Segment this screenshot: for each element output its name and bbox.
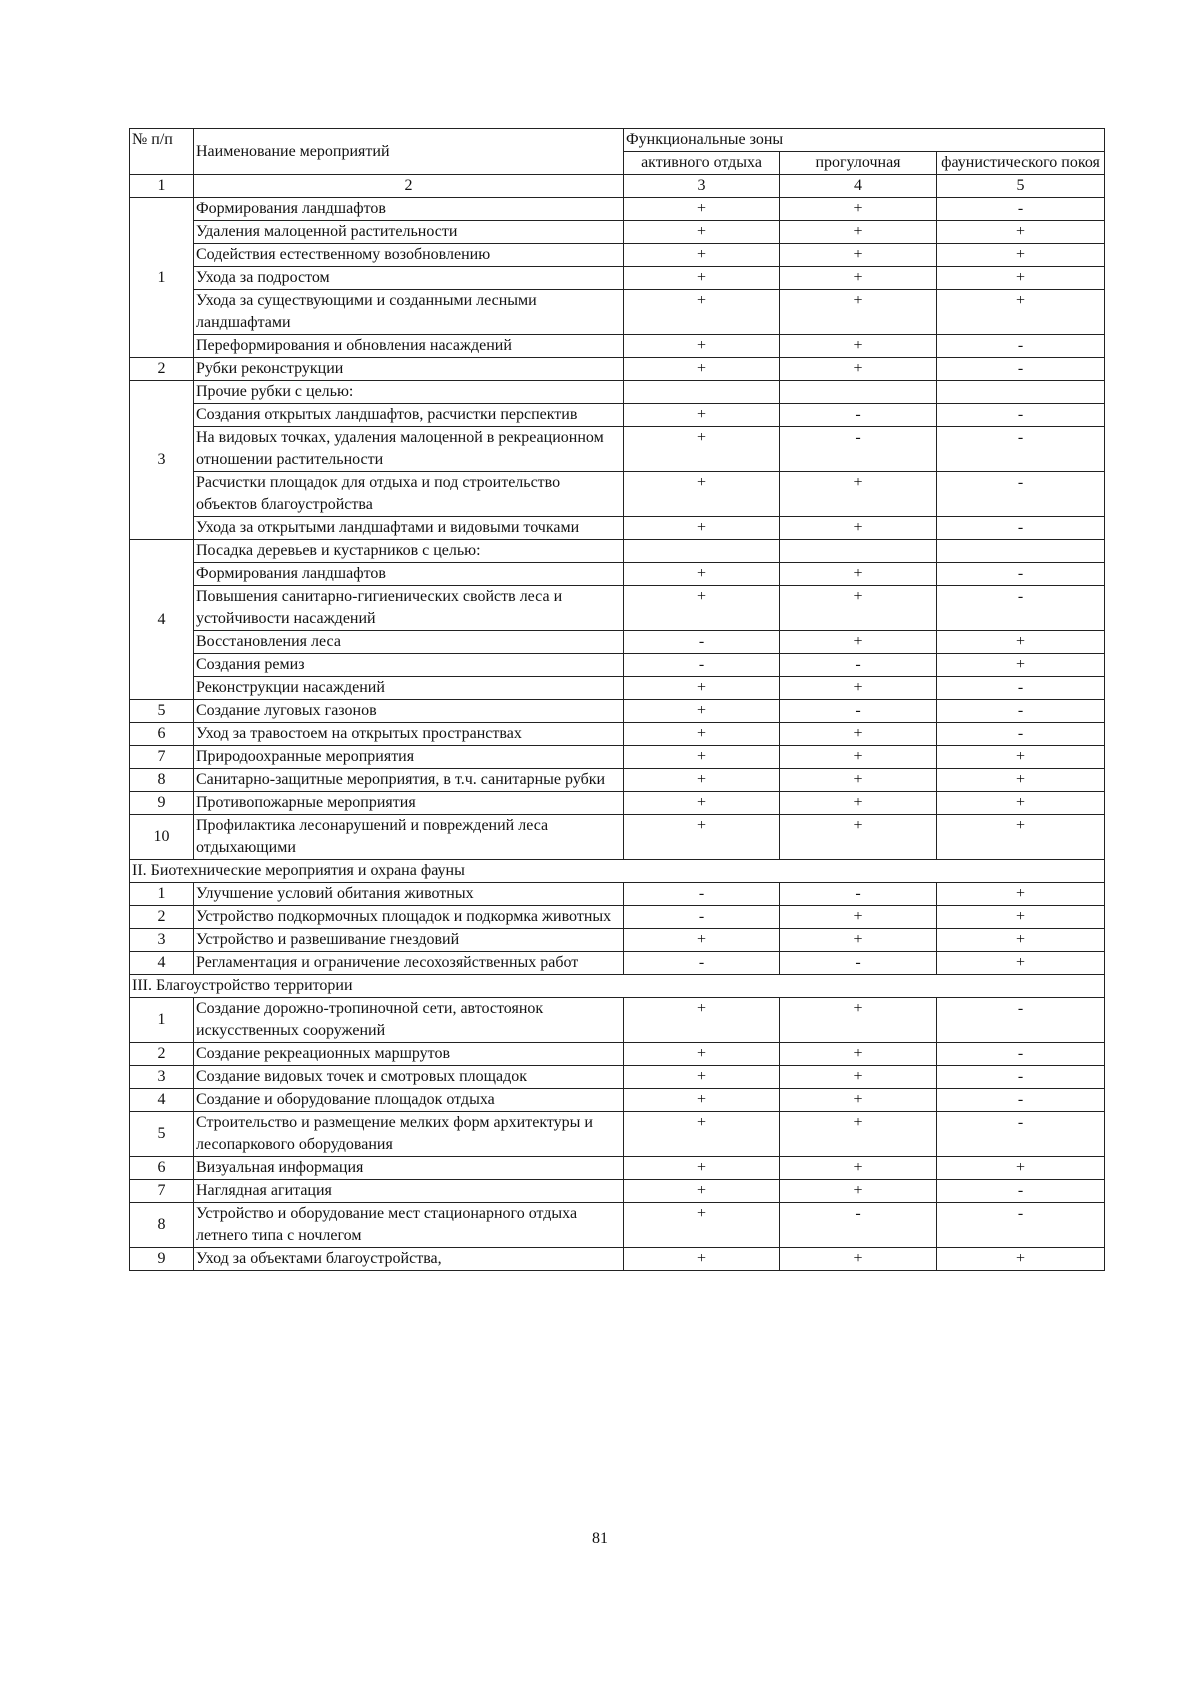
mark-walk: + <box>780 998 937 1043</box>
table-row <box>130 1248 1105 1271</box>
mark-walk: + <box>780 631 937 654</box>
table-row <box>130 1043 1105 1066</box>
table-row <box>130 586 1105 631</box>
mark-walk: - <box>780 883 937 906</box>
mark-walk <box>780 540 937 563</box>
header-name: Наименование мероприятий <box>194 129 624 175</box>
mark-fauna: + <box>937 906 1105 929</box>
mark-active: - <box>624 631 780 654</box>
mark-fauna: + <box>937 769 1105 792</box>
mark-walk: - <box>780 952 937 975</box>
header-zones: Функциональные зоны <box>624 129 1105 152</box>
table-row <box>130 404 1105 427</box>
mark-fauna: - <box>937 586 1105 631</box>
mark-active: + <box>624 404 780 427</box>
mark-active: + <box>624 198 780 221</box>
measure-name: Устройство и развешивание гнездовий <box>194 929 624 952</box>
table-row <box>130 883 1105 906</box>
mark-active: + <box>624 1248 780 1271</box>
mark-active: + <box>624 677 780 700</box>
header-zone-fauna: фаунистического покоя <box>937 152 1105 175</box>
mark-fauna: - <box>937 700 1105 723</box>
table-body <box>130 129 1105 1271</box>
mark-fauna: - <box>937 1043 1105 1066</box>
table-row <box>130 929 1105 952</box>
measure-name: Создания ремиз <box>194 654 624 677</box>
table-row <box>130 1157 1105 1180</box>
measure-name: Формирования ландшафтов <box>194 198 624 221</box>
row-number: 3 <box>130 1066 194 1089</box>
mark-active: - <box>624 883 780 906</box>
measure-name: Реконструкции насаждений <box>194 677 624 700</box>
mark-fauna: - <box>937 1180 1105 1203</box>
mark-fauna: - <box>937 1112 1105 1157</box>
mark-fauna: + <box>937 290 1105 335</box>
col-number: 4 <box>780 175 937 198</box>
mark-fauna: + <box>937 792 1105 815</box>
measure-name: Устройство и оборудование мест стационарного отдыха летнего типа с ночлегом <box>194 1203 624 1248</box>
measure-name: Ухода за подростом <box>194 267 624 290</box>
measure-name: Расчистки площадок для отдыха и под строительство объектов благоустройства <box>194 472 624 517</box>
mark-fauna: - <box>937 427 1105 472</box>
row-number: 10 <box>130 815 194 860</box>
table-row <box>130 1180 1105 1203</box>
row-number: 5 <box>130 1112 194 1157</box>
mark-active: + <box>624 700 780 723</box>
mark-walk: - <box>780 1203 937 1248</box>
mark-fauna: + <box>937 1248 1105 1271</box>
mark-active: + <box>624 998 780 1043</box>
col-number: 2 <box>194 175 624 198</box>
table-row <box>130 723 1105 746</box>
table-row <box>130 290 1105 335</box>
table-row <box>130 358 1105 381</box>
mark-active: + <box>624 244 780 267</box>
mark-fauna: - <box>937 472 1105 517</box>
mark-walk: + <box>780 769 937 792</box>
row-number: 6 <box>130 723 194 746</box>
mark-active: + <box>624 1112 780 1157</box>
column-numbers-row <box>130 175 1105 198</box>
table-row <box>130 1112 1105 1157</box>
measure-name: Создание и оборудование площадок отдыха <box>194 1089 624 1112</box>
mark-fauna: + <box>937 267 1105 290</box>
measure-name: Уход за объектами благоустройства, <box>194 1248 624 1271</box>
mark-active: + <box>624 290 780 335</box>
row-number: 7 <box>130 746 194 769</box>
measure-name: Переформирования и обновления насаждений <box>194 335 624 358</box>
measure-name: Санитарно-защитные мероприятия, в т.ч. санитарные рубки <box>194 769 624 792</box>
table-row <box>130 335 1105 358</box>
mark-active: - <box>624 654 780 677</box>
measure-name: Визуальная информация <box>194 1157 624 1180</box>
mark-fauna: - <box>937 517 1105 540</box>
measure-name: Регламентация и ограничение лесохозяйственных работ <box>194 952 624 975</box>
row-number: 2 <box>130 1043 194 1066</box>
mark-active: + <box>624 1157 780 1180</box>
header-num: № п/п <box>130 129 194 175</box>
mark-active: + <box>624 929 780 952</box>
mark-active: + <box>624 358 780 381</box>
table-row <box>130 267 1105 290</box>
table-row <box>130 746 1105 769</box>
mark-fauna: + <box>937 631 1105 654</box>
mark-fauna: + <box>937 244 1105 267</box>
mark-active: - <box>624 952 780 975</box>
row-number: 1 <box>130 883 194 906</box>
row-number: 4 <box>130 952 194 975</box>
mark-fauna <box>937 540 1105 563</box>
measure-name: Ухода за существующими и созданными лесными ландшафтами <box>194 290 624 335</box>
mark-fauna: - <box>937 335 1105 358</box>
mark-walk: + <box>780 358 937 381</box>
mark-walk: + <box>780 929 937 952</box>
mark-fauna: + <box>937 883 1105 906</box>
mark-active: + <box>624 586 780 631</box>
measure-name: Создание видовых точек и смотровых площадок <box>194 1066 624 1089</box>
mark-walk: + <box>780 472 937 517</box>
mark-active: + <box>624 1066 780 1089</box>
mark-fauna: - <box>937 358 1105 381</box>
mark-walk: - <box>780 427 937 472</box>
row-number: 2 <box>130 906 194 929</box>
mark-walk: + <box>780 335 937 358</box>
measure-name: Противопожарные мероприятия <box>194 792 624 815</box>
measures-table <box>129 128 1105 1271</box>
mark-walk: + <box>780 198 937 221</box>
row-number: 6 <box>130 1157 194 1180</box>
section-row <box>130 975 1105 998</box>
header-row <box>130 129 1105 152</box>
mark-walk: + <box>780 1248 937 1271</box>
mark-walk: - <box>780 404 937 427</box>
mark-active: + <box>624 723 780 746</box>
mark-fauna: - <box>937 677 1105 700</box>
mark-walk <box>780 381 937 404</box>
mark-active: + <box>624 335 780 358</box>
measure-name: Формирования ландшафтов <box>194 563 624 586</box>
measure-name: Повышения санитарно-гигиенических свойств леса и устойчивости насаждений <box>194 586 624 631</box>
table-row <box>130 381 1105 404</box>
measure-name: Создание дорожно-тропиночной сети, автостоянок искусственных сооружений <box>194 998 624 1043</box>
measure-name: Улучшение условий обитания животных <box>194 883 624 906</box>
table-row <box>130 517 1105 540</box>
mark-fauna: - <box>937 1066 1105 1089</box>
mark-active: + <box>624 1089 780 1112</box>
table-row <box>130 1066 1105 1089</box>
measure-name: Посадка деревьев и кустарников с целью: <box>194 540 624 563</box>
mark-active <box>624 540 780 563</box>
table-row <box>130 1089 1105 1112</box>
measure-name: Ухода за открытыми ландшафтами и видовыми точками <box>194 517 624 540</box>
mark-fauna: - <box>937 404 1105 427</box>
table-row <box>130 654 1105 677</box>
mark-active: + <box>624 792 780 815</box>
mark-walk: + <box>780 267 937 290</box>
mark-walk: + <box>780 1180 937 1203</box>
mark-walk: + <box>780 586 937 631</box>
mark-active: + <box>624 769 780 792</box>
mark-fauna: - <box>937 198 1105 221</box>
mark-fauna: + <box>937 746 1105 769</box>
row-number: 8 <box>130 1203 194 1248</box>
section-title: III. Благоустройство территории <box>130 975 1105 998</box>
col-number: 5 <box>937 175 1105 198</box>
mark-active: - <box>624 906 780 929</box>
row-number: 4 <box>130 540 194 700</box>
mark-walk: + <box>780 517 937 540</box>
mark-fauna: - <box>937 723 1105 746</box>
mark-active: + <box>624 472 780 517</box>
mark-active: + <box>624 221 780 244</box>
mark-fauna: - <box>937 998 1105 1043</box>
row-number: 3 <box>130 929 194 952</box>
mark-active: + <box>624 517 780 540</box>
row-number: 9 <box>130 792 194 815</box>
measure-name: Профилактика лесонарушений и повреждений леса отдыхающими <box>194 815 624 860</box>
table-row <box>130 906 1105 929</box>
col-number: 3 <box>624 175 780 198</box>
mark-walk: + <box>780 1112 937 1157</box>
mark-walk: + <box>780 290 937 335</box>
mark-walk: + <box>780 906 937 929</box>
mark-walk: + <box>780 677 937 700</box>
mark-fauna: + <box>937 815 1105 860</box>
row-number: 9 <box>130 1248 194 1271</box>
mark-walk: + <box>780 244 937 267</box>
table-row <box>130 792 1105 815</box>
mark-walk: + <box>780 563 937 586</box>
measure-name: Создание луговых газонов <box>194 700 624 723</box>
mark-active: + <box>624 815 780 860</box>
mark-fauna: + <box>937 1157 1105 1180</box>
table-row <box>130 427 1105 472</box>
table-row <box>130 563 1105 586</box>
mark-walk: + <box>780 1089 937 1112</box>
mark-active: + <box>624 427 780 472</box>
table-row <box>130 700 1105 723</box>
table-row <box>130 221 1105 244</box>
measure-name: Удаления малоценной растительности <box>194 221 624 244</box>
mark-walk: + <box>780 221 937 244</box>
row-number: 7 <box>130 1180 194 1203</box>
table-row <box>130 952 1105 975</box>
mark-fauna: + <box>937 654 1105 677</box>
measure-name: Создания открытых ландшафтов, расчистки перспектив <box>194 404 624 427</box>
measure-name: Уход за травостоем на открытых пространствах <box>194 723 624 746</box>
mark-walk: - <box>780 654 937 677</box>
mark-active: + <box>624 1180 780 1203</box>
mark-walk: + <box>780 815 937 860</box>
table-row <box>130 1203 1105 1248</box>
mark-active: + <box>624 1043 780 1066</box>
mark-walk: + <box>780 1043 937 1066</box>
measure-name: Устройство подкормочных площадок и подкормка животных <box>194 906 624 929</box>
mark-walk: + <box>780 1157 937 1180</box>
row-number: 2 <box>130 358 194 381</box>
mark-fauna <box>937 381 1105 404</box>
mark-walk: - <box>780 700 937 723</box>
section-row <box>130 860 1105 883</box>
col-number: 1 <box>130 175 194 198</box>
table-row <box>130 769 1105 792</box>
header-zone-walk: прогулочная <box>780 152 937 175</box>
row-number: 1 <box>130 198 194 358</box>
mark-fauna: - <box>937 563 1105 586</box>
row-number: 5 <box>130 700 194 723</box>
mark-walk: + <box>780 746 937 769</box>
table-row <box>130 815 1105 860</box>
section-title: II. Биотехнические мероприятия и охрана фауны <box>130 860 1105 883</box>
mark-active <box>624 381 780 404</box>
measure-name: Строительство и размещение мелких форм архитектуры и лесопаркового оборудования <box>194 1112 624 1157</box>
row-number: 8 <box>130 769 194 792</box>
table-row <box>130 540 1105 563</box>
mark-fauna: + <box>937 952 1105 975</box>
table-row <box>130 631 1105 654</box>
measure-name: Природоохранные мероприятия <box>194 746 624 769</box>
mark-fauna: - <box>937 1203 1105 1248</box>
table-row <box>130 244 1105 267</box>
table-row <box>130 677 1105 700</box>
mark-walk: + <box>780 1066 937 1089</box>
measure-name: Содействия естественному возобновлению <box>194 244 624 267</box>
measure-name: Восстановления леса <box>194 631 624 654</box>
table-row <box>130 198 1105 221</box>
row-number: 3 <box>130 381 194 540</box>
measure-name: Наглядная агитация <box>194 1180 624 1203</box>
mark-walk: + <box>780 723 937 746</box>
table-row <box>130 472 1105 517</box>
mark-active: + <box>624 746 780 769</box>
mark-walk: + <box>780 792 937 815</box>
mark-fauna: - <box>937 1089 1105 1112</box>
measure-name: Рубки реконструкции <box>194 358 624 381</box>
mark-fauna: + <box>937 929 1105 952</box>
table-row <box>130 998 1105 1043</box>
mark-active: + <box>624 267 780 290</box>
row-number: 4 <box>130 1089 194 1112</box>
measure-name: На видовых точках, удаления малоценной в рекреационном отношении растительности <box>194 427 624 472</box>
page-number: 81 <box>592 1530 608 1547</box>
mark-active: + <box>624 563 780 586</box>
row-number: 1 <box>130 998 194 1043</box>
measure-name: Прочие рубки с целью: <box>194 381 624 404</box>
mark-active: + <box>624 1203 780 1248</box>
measure-name: Создание рекреационных маршрутов <box>194 1043 624 1066</box>
mark-fauna: + <box>937 221 1105 244</box>
header-zone-active: активного отдыха <box>624 152 780 175</box>
